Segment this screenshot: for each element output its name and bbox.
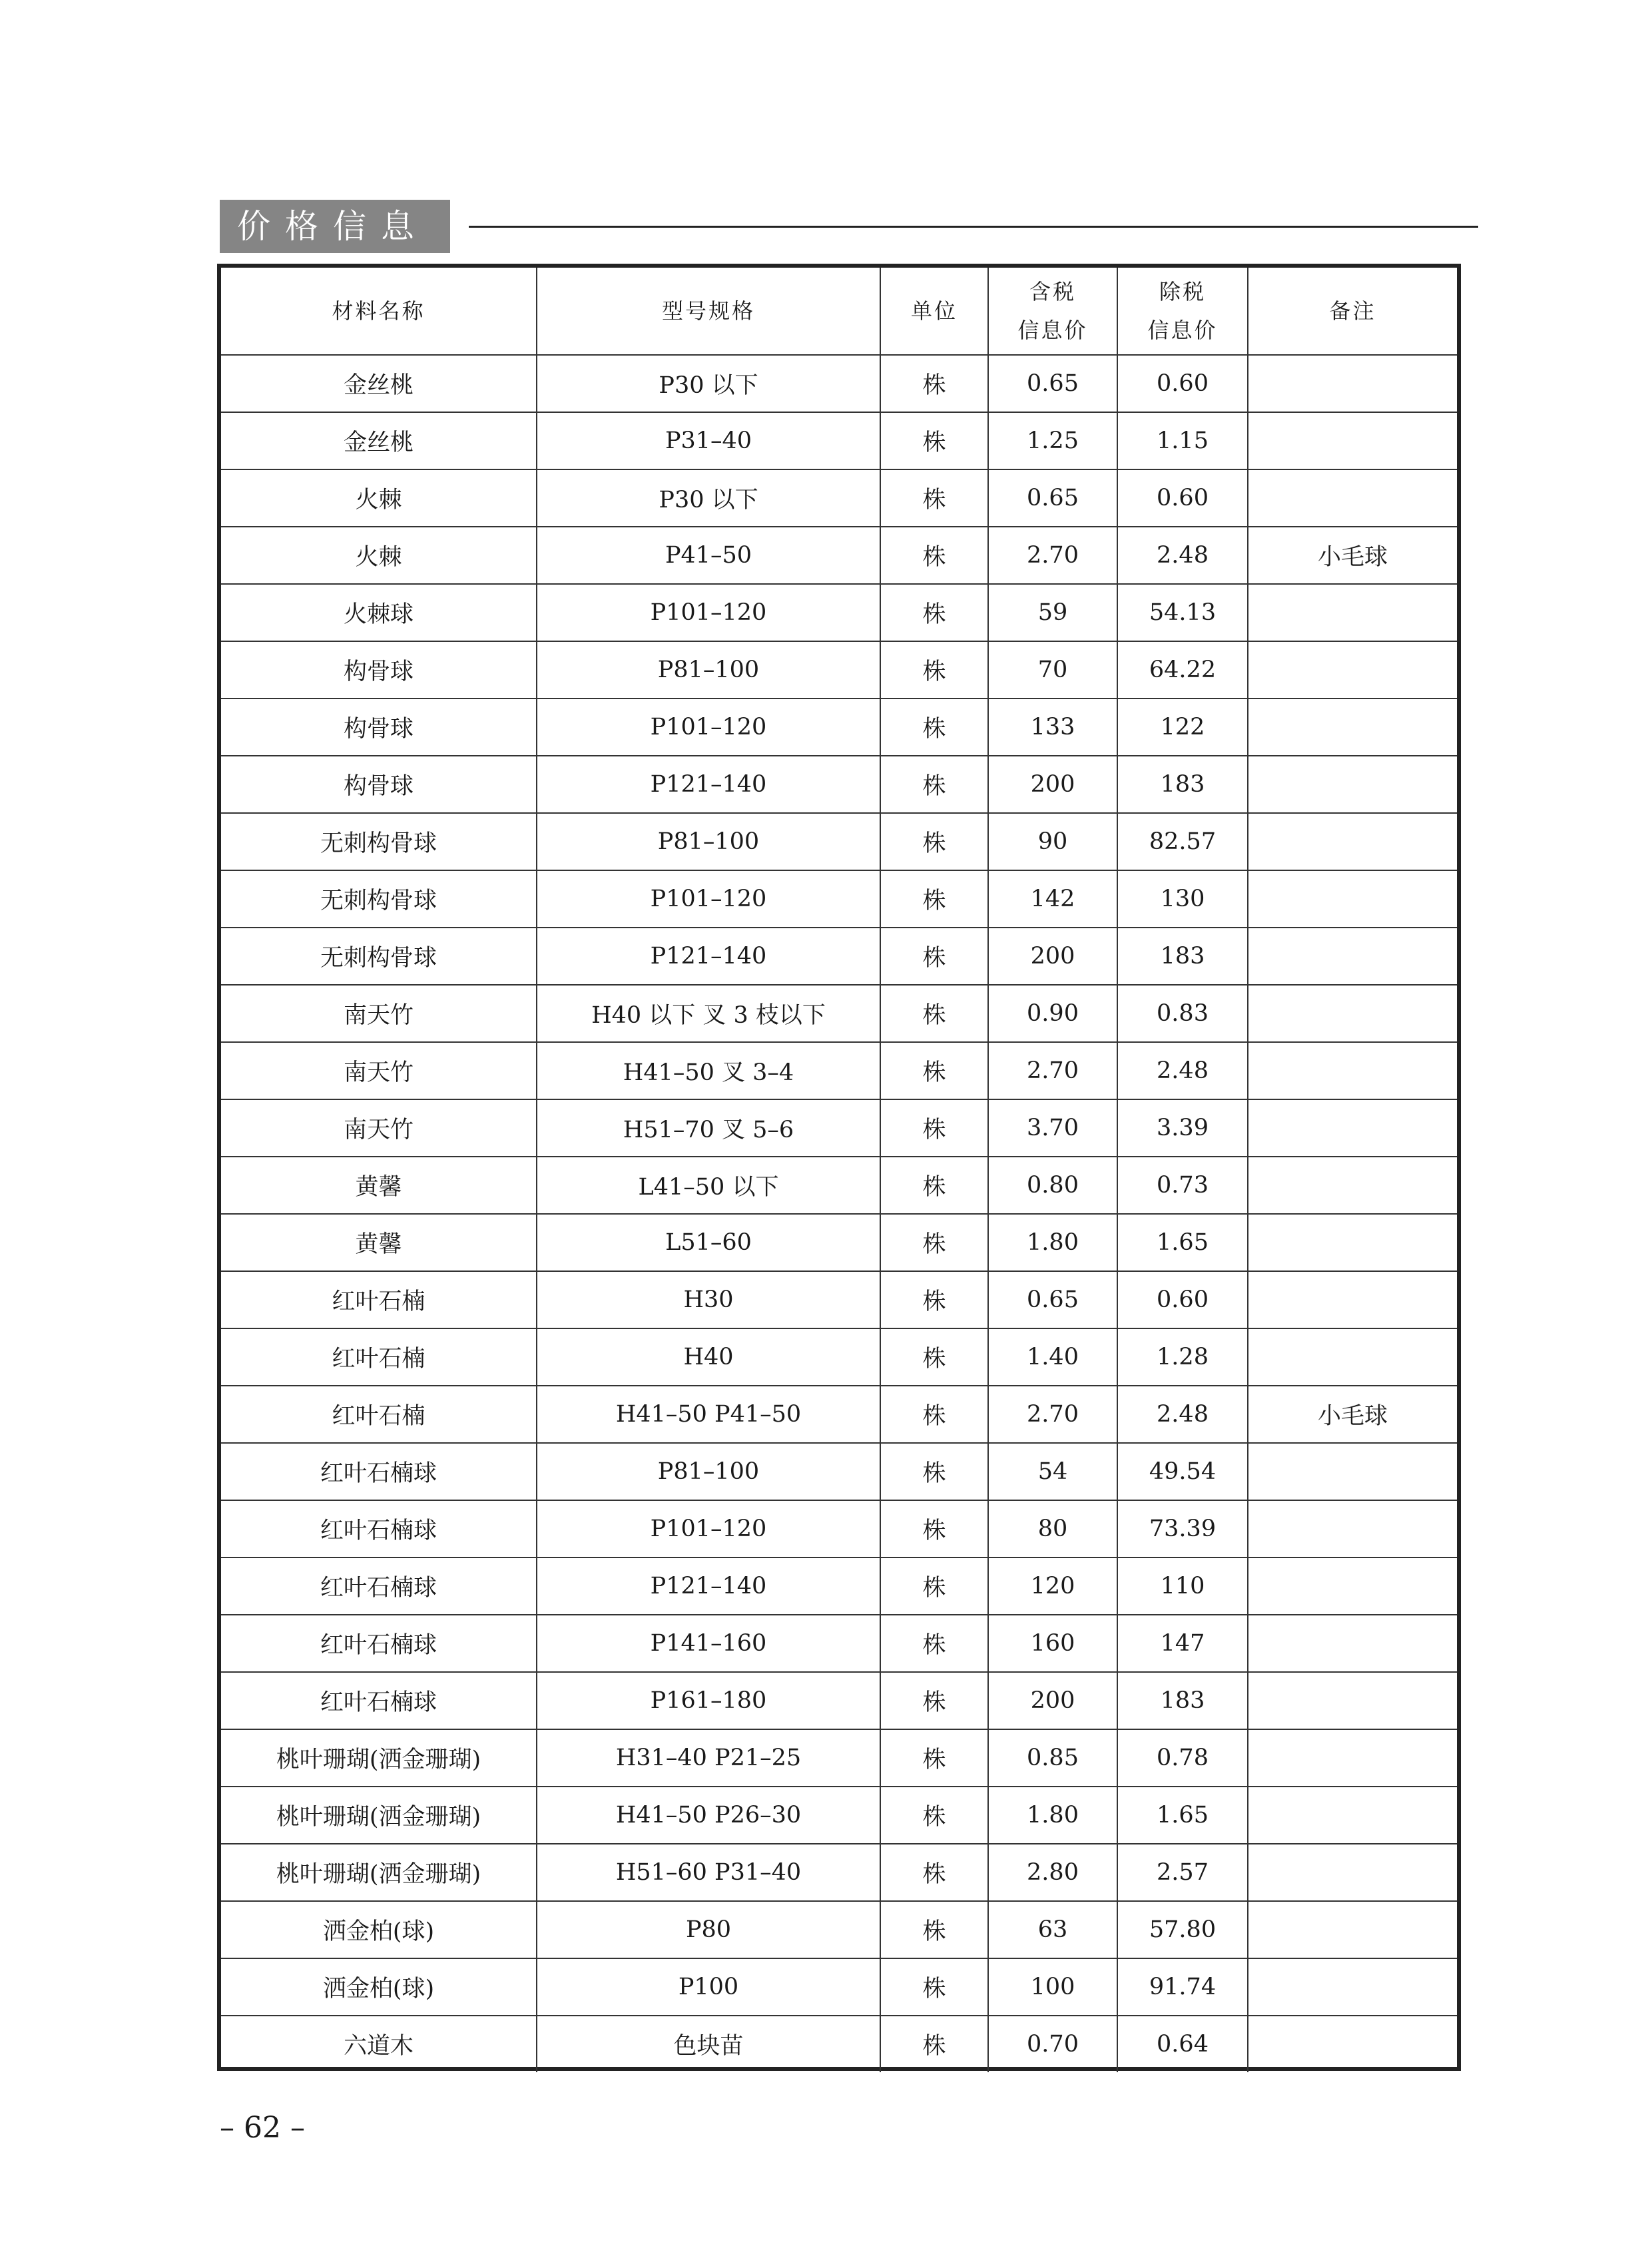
unit-cell: 株 bbox=[880, 1099, 988, 1157]
remark-cell bbox=[1248, 756, 1457, 813]
table-row bbox=[221, 1672, 1457, 1729]
remark-cell bbox=[1248, 1271, 1457, 1328]
spec-cell: P81–100 bbox=[537, 813, 880, 870]
table-body bbox=[221, 355, 1457, 2072]
spec-cell: P81–100 bbox=[537, 1443, 880, 1500]
unit-cell: 株 bbox=[880, 1787, 988, 1844]
remark-cell bbox=[1248, 699, 1457, 756]
remark-cell bbox=[1248, 1557, 1457, 1615]
tax-incl-price-cell: 59 bbox=[988, 584, 1117, 641]
tax-incl-price-cell: 133 bbox=[988, 699, 1117, 756]
table-row bbox=[221, 870, 1457, 928]
unit-cell: 株 bbox=[880, 1958, 988, 2016]
tax-incl-price-cell: 0.65 bbox=[988, 1271, 1117, 1328]
material-name-cell: 红叶石楠球 bbox=[221, 1557, 537, 1615]
remark-cell bbox=[1248, 1787, 1457, 1844]
table-row bbox=[221, 756, 1457, 813]
column-header-line: 型号规格 bbox=[661, 298, 755, 324]
material-name-cell: 金丝桃 bbox=[221, 412, 537, 469]
material-name-cell: 洒金柏(球) bbox=[221, 1901, 537, 1958]
unit-cell: 株 bbox=[880, 355, 988, 412]
material-name-cell: 洒金柏(球) bbox=[221, 1958, 537, 2016]
spec-cell: H41–50 P41–50 bbox=[537, 1386, 880, 1443]
unit-cell: 株 bbox=[880, 2016, 988, 2072]
tax-incl-price-cell: 2.80 bbox=[988, 1844, 1117, 1901]
tax-excl-price-cell: 82.57 bbox=[1117, 813, 1248, 870]
section-title: 价格信息 bbox=[220, 200, 450, 253]
tax-excl-price-cell: 0.83 bbox=[1117, 985, 1248, 1042]
unit-cell: 株 bbox=[880, 584, 988, 641]
tax-excl-price-cell: 1.15 bbox=[1117, 412, 1248, 469]
remark-cell bbox=[1248, 1099, 1457, 1157]
material-name-cell: 构骨球 bbox=[221, 641, 537, 699]
tax-excl-price-cell: 147 bbox=[1117, 1615, 1248, 1672]
table-row bbox=[221, 1328, 1457, 1386]
table-row bbox=[221, 1157, 1457, 1214]
tax-incl-price-cell: 200 bbox=[988, 928, 1117, 985]
remark-cell: 小毛球 bbox=[1248, 527, 1457, 584]
table-row bbox=[221, 1214, 1457, 1271]
table-row bbox=[221, 355, 1457, 412]
remark-cell bbox=[1248, 584, 1457, 641]
column-header bbox=[221, 268, 537, 355]
tax-excl-price-cell: 64.22 bbox=[1117, 641, 1248, 699]
unit-cell: 株 bbox=[880, 870, 988, 928]
tax-incl-price-cell: 1.25 bbox=[988, 412, 1117, 469]
remark-cell bbox=[1248, 1672, 1457, 1729]
unit-cell: 株 bbox=[880, 1386, 988, 1443]
column-header bbox=[988, 268, 1117, 355]
tax-excl-price-cell: 0.78 bbox=[1117, 1729, 1248, 1787]
unit-cell: 株 bbox=[880, 1672, 988, 1729]
table-row bbox=[221, 699, 1457, 756]
tax-incl-price-cell: 0.85 bbox=[988, 1729, 1117, 1787]
unit-cell: 株 bbox=[880, 756, 988, 813]
material-name-cell: 无刺构骨球 bbox=[221, 928, 537, 985]
spec-cell: P161–180 bbox=[537, 1672, 880, 1729]
material-name-cell: 无刺构骨球 bbox=[221, 870, 537, 928]
column-header bbox=[537, 268, 880, 355]
remark-cell bbox=[1248, 928, 1457, 985]
tax-excl-price-cell: 110 bbox=[1117, 1557, 1248, 1615]
tax-excl-price-cell: 183 bbox=[1117, 1672, 1248, 1729]
unit-cell: 株 bbox=[880, 527, 988, 584]
material-name-cell: 火棘 bbox=[221, 469, 537, 527]
material-name-cell: 红叶石楠球 bbox=[221, 1500, 537, 1557]
material-name-cell: 构骨球 bbox=[221, 756, 537, 813]
tax-incl-price-cell: 90 bbox=[988, 813, 1117, 870]
table-row bbox=[221, 1500, 1457, 1557]
table-row bbox=[221, 1787, 1457, 1844]
tax-excl-price-cell: 91.74 bbox=[1117, 1958, 1248, 2016]
material-name-cell: 南天竹 bbox=[221, 985, 537, 1042]
remark-cell bbox=[1248, 1615, 1457, 1672]
tax-excl-price-cell: 2.48 bbox=[1117, 527, 1248, 584]
tax-incl-price-cell: 1.80 bbox=[988, 1214, 1117, 1271]
material-name-cell: 红叶石楠球 bbox=[221, 1615, 537, 1672]
material-name-cell: 南天竹 bbox=[221, 1099, 537, 1157]
unit-cell: 株 bbox=[880, 1271, 988, 1328]
table-row bbox=[221, 1901, 1457, 1958]
table-row bbox=[221, 469, 1457, 527]
tax-incl-price-cell: 63 bbox=[988, 1901, 1117, 1958]
table-row bbox=[221, 641, 1457, 699]
tax-incl-price-cell: 0.65 bbox=[988, 469, 1117, 527]
unit-cell: 株 bbox=[880, 1557, 988, 1615]
tax-excl-price-cell: 3.39 bbox=[1117, 1099, 1248, 1157]
tax-incl-price-cell: 2.70 bbox=[988, 1386, 1117, 1443]
unit-cell: 株 bbox=[880, 1844, 988, 1901]
material-name-cell: 金丝桃 bbox=[221, 355, 537, 412]
spec-cell: P101–120 bbox=[537, 870, 880, 928]
page-number: – 62 – bbox=[220, 2111, 305, 2145]
unit-cell: 株 bbox=[880, 928, 988, 985]
tax-excl-price-cell: 183 bbox=[1117, 756, 1248, 813]
tax-incl-price-cell: 0.80 bbox=[988, 1157, 1117, 1214]
tax-excl-price-cell: 122 bbox=[1117, 699, 1248, 756]
unit-cell: 株 bbox=[880, 1500, 988, 1557]
unit-cell: 株 bbox=[880, 641, 988, 699]
unit-cell: 株 bbox=[880, 469, 988, 527]
material-name-cell: 红叶石楠 bbox=[221, 1386, 537, 1443]
tax-incl-price-cell: 100 bbox=[988, 1958, 1117, 2016]
table-row bbox=[221, 584, 1457, 641]
unit-cell: 株 bbox=[880, 813, 988, 870]
unit-cell: 株 bbox=[880, 1157, 988, 1214]
unit-cell: 株 bbox=[880, 1214, 988, 1271]
material-name-cell: 六道木 bbox=[221, 2016, 537, 2072]
table-row bbox=[221, 1386, 1457, 1443]
table-row bbox=[221, 1099, 1457, 1157]
table-row bbox=[221, 1042, 1457, 1099]
spec-cell: P30 以下 bbox=[537, 355, 880, 412]
column-header-line: 备注 bbox=[1329, 298, 1376, 324]
spec-cell: H30 bbox=[537, 1271, 880, 1328]
tax-incl-price-cell: 2.70 bbox=[988, 527, 1117, 584]
tax-incl-price-cell: 1.80 bbox=[988, 1787, 1117, 1844]
material-name-cell: 无刺构骨球 bbox=[221, 813, 537, 870]
table-row bbox=[221, 1615, 1457, 1672]
material-name-cell: 红叶石楠球 bbox=[221, 1443, 537, 1500]
remark-cell bbox=[1248, 641, 1457, 699]
material-name-cell: 火棘 bbox=[221, 527, 537, 584]
remark-cell bbox=[1248, 1844, 1457, 1901]
tax-incl-price-cell: 2.70 bbox=[988, 1042, 1117, 1099]
spec-cell: P101–120 bbox=[537, 699, 880, 756]
tax-incl-price-cell: 0.70 bbox=[988, 2016, 1117, 2072]
spec-cell: H41–50 叉 3–4 bbox=[537, 1042, 880, 1099]
spec-cell: P101–120 bbox=[537, 584, 880, 641]
tax-excl-price-cell: 57.80 bbox=[1117, 1901, 1248, 1958]
unit-cell: 株 bbox=[880, 412, 988, 469]
table-row bbox=[221, 1729, 1457, 1787]
material-name-cell: 黄馨 bbox=[221, 1214, 537, 1271]
spec-cell: 色块苗 bbox=[537, 2016, 880, 2072]
spec-cell: P41–50 bbox=[537, 527, 880, 584]
column-header-line: 信息价 bbox=[1147, 318, 1218, 343]
spec-cell: H40 bbox=[537, 1328, 880, 1386]
remark-cell bbox=[1248, 1157, 1457, 1214]
spec-cell: H51–60 P31–40 bbox=[537, 1844, 880, 1901]
table-header-row bbox=[221, 268, 1457, 355]
tax-excl-price-cell: 183 bbox=[1117, 928, 1248, 985]
tax-excl-price-cell: 0.60 bbox=[1117, 1271, 1248, 1328]
unit-cell: 株 bbox=[880, 1443, 988, 1500]
tax-excl-price-cell: 2.48 bbox=[1117, 1386, 1248, 1443]
unit-cell: 株 bbox=[880, 699, 988, 756]
tax-excl-price-cell: 54.13 bbox=[1117, 584, 1248, 641]
tax-excl-price-cell: 1.65 bbox=[1117, 1214, 1248, 1271]
tax-incl-price-cell: 80 bbox=[988, 1500, 1117, 1557]
remark-cell bbox=[1248, 1042, 1457, 1099]
price-table bbox=[221, 268, 1457, 2072]
spec-cell: H51–70 叉 5–6 bbox=[537, 1099, 880, 1157]
material-name-cell: 南天竹 bbox=[221, 1042, 537, 1099]
unit-cell: 株 bbox=[880, 1901, 988, 1958]
table-row bbox=[221, 1958, 1457, 2016]
remark-cell bbox=[1248, 355, 1457, 412]
remark-cell bbox=[1248, 469, 1457, 527]
remark-cell bbox=[1248, 985, 1457, 1042]
spec-cell: P100 bbox=[537, 1958, 880, 2016]
spec-cell: P121–140 bbox=[537, 756, 880, 813]
column-header-line: 除税 bbox=[1159, 279, 1206, 304]
tax-incl-price-cell: 54 bbox=[988, 1443, 1117, 1500]
tax-excl-price-cell: 73.39 bbox=[1117, 1500, 1248, 1557]
tax-excl-price-cell: 0.64 bbox=[1117, 2016, 1248, 2072]
column-header bbox=[1248, 268, 1457, 355]
remark-cell bbox=[1248, 1901, 1457, 1958]
tax-excl-price-cell: 2.57 bbox=[1117, 1844, 1248, 1901]
tax-incl-price-cell: 160 bbox=[988, 1615, 1117, 1672]
material-name-cell: 红叶石楠 bbox=[221, 1328, 537, 1386]
price-table-frame bbox=[217, 264, 1461, 2071]
table-row bbox=[221, 813, 1457, 870]
column-header-line: 材料名称 bbox=[332, 298, 425, 324]
spec-cell: H41–50 P26–30 bbox=[537, 1787, 880, 1844]
tax-incl-price-cell: 200 bbox=[988, 756, 1117, 813]
tax-incl-price-cell: 3.70 bbox=[988, 1099, 1117, 1157]
remark-cell bbox=[1248, 1443, 1457, 1500]
spec-cell: P30 以下 bbox=[537, 469, 880, 527]
tax-excl-price-cell: 1.28 bbox=[1117, 1328, 1248, 1386]
tax-excl-price-cell: 2.48 bbox=[1117, 1042, 1248, 1099]
spec-cell: P31–40 bbox=[537, 412, 880, 469]
spec-cell: P80 bbox=[537, 1901, 880, 1958]
column-header bbox=[880, 268, 988, 355]
tax-incl-price-cell: 0.90 bbox=[988, 985, 1117, 1042]
table-row bbox=[221, 1844, 1457, 1901]
unit-cell: 株 bbox=[880, 1615, 988, 1672]
unit-cell: 株 bbox=[880, 985, 988, 1042]
remark-cell bbox=[1248, 412, 1457, 469]
material-name-cell: 黄馨 bbox=[221, 1157, 537, 1214]
column-header-line: 信息价 bbox=[1017, 318, 1088, 343]
table-row bbox=[221, 1557, 1457, 1615]
table-row bbox=[221, 1443, 1457, 1500]
unit-cell: 株 bbox=[880, 1729, 988, 1787]
table-row bbox=[221, 527, 1457, 584]
table-row bbox=[221, 2016, 1457, 2072]
spec-cell: H40 以下 叉 3 枝以下 bbox=[537, 985, 880, 1042]
spec-cell: P101–120 bbox=[537, 1500, 880, 1557]
spec-cell: P81–100 bbox=[537, 641, 880, 699]
material-name-cell: 桃叶珊瑚(洒金珊瑚) bbox=[221, 1729, 537, 1787]
unit-cell: 株 bbox=[880, 1328, 988, 1386]
tax-excl-price-cell: 49.54 bbox=[1117, 1443, 1248, 1500]
column-header-line: 含税 bbox=[1029, 279, 1076, 304]
table-row bbox=[221, 412, 1457, 469]
tax-incl-price-cell: 0.65 bbox=[988, 355, 1117, 412]
remark-cell bbox=[1248, 2016, 1457, 2072]
tax-excl-price-cell: 130 bbox=[1117, 870, 1248, 928]
remark-cell bbox=[1248, 1958, 1457, 2016]
tax-incl-price-cell: 70 bbox=[988, 641, 1117, 699]
tax-incl-price-cell: 120 bbox=[988, 1557, 1117, 1615]
tax-incl-price-cell: 200 bbox=[988, 1672, 1117, 1729]
material-name-cell: 红叶石楠 bbox=[221, 1271, 537, 1328]
header-rule bbox=[469, 226, 1478, 228]
material-name-cell: 桃叶珊瑚(洒金珊瑚) bbox=[221, 1844, 537, 1901]
section-header bbox=[220, 200, 1478, 253]
tax-incl-price-cell: 1.40 bbox=[988, 1328, 1117, 1386]
column-header-line: 单位 bbox=[910, 298, 958, 324]
material-name-cell: 构骨球 bbox=[221, 699, 537, 756]
tax-excl-price-cell: 0.60 bbox=[1117, 469, 1248, 527]
tax-excl-price-cell: 0.60 bbox=[1117, 355, 1248, 412]
tax-excl-price-cell: 1.65 bbox=[1117, 1787, 1248, 1844]
material-name-cell: 红叶石楠球 bbox=[221, 1672, 537, 1729]
spec-cell: L51–60 bbox=[537, 1214, 880, 1271]
remark-cell: 小毛球 bbox=[1248, 1386, 1457, 1443]
table-row bbox=[221, 985, 1457, 1042]
remark-cell bbox=[1248, 1328, 1457, 1386]
tax-excl-price-cell: 0.73 bbox=[1117, 1157, 1248, 1214]
table-row bbox=[221, 1271, 1457, 1328]
tax-incl-price-cell: 142 bbox=[988, 870, 1117, 928]
remark-cell bbox=[1248, 1214, 1457, 1271]
remark-cell bbox=[1248, 870, 1457, 928]
column-header bbox=[1117, 268, 1248, 355]
spec-cell: P121–140 bbox=[537, 928, 880, 985]
remark-cell bbox=[1248, 1729, 1457, 1787]
spec-cell: H31–40 P21–25 bbox=[537, 1729, 880, 1787]
remark-cell bbox=[1248, 1500, 1457, 1557]
unit-cell: 株 bbox=[880, 1042, 988, 1099]
spec-cell: L41–50 以下 bbox=[537, 1157, 880, 1214]
table-row bbox=[221, 928, 1457, 985]
spec-cell: P121–140 bbox=[537, 1557, 880, 1615]
remark-cell bbox=[1248, 813, 1457, 870]
material-name-cell: 火棘球 bbox=[221, 584, 537, 641]
material-name-cell: 桃叶珊瑚(洒金珊瑚) bbox=[221, 1787, 537, 1844]
spec-cell: P141–160 bbox=[537, 1615, 880, 1672]
